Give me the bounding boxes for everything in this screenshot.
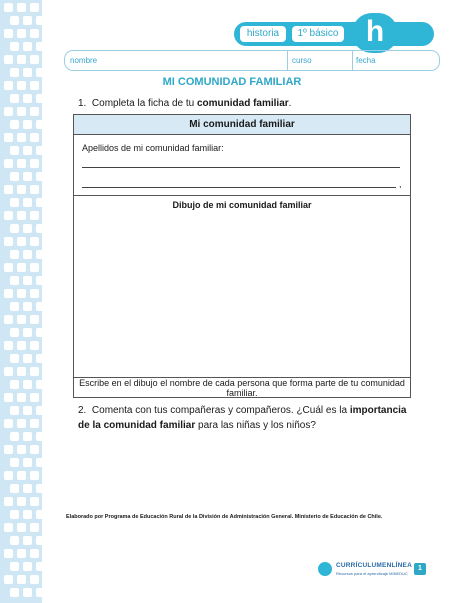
strip-dot [4, 107, 13, 116]
strip-dot [30, 55, 39, 64]
strip-dot [17, 263, 26, 272]
info-divider [352, 50, 353, 71]
strip-dot [17, 445, 26, 454]
strip-dot [10, 146, 19, 155]
strip-dot [36, 380, 42, 389]
strip-dot [23, 42, 32, 51]
strip-dot [30, 263, 39, 272]
strip-dot [36, 510, 42, 519]
question-2-bold: importancia de la comunidad familiar [78, 405, 407, 431]
strip-dot [17, 107, 26, 116]
strip-dot [30, 367, 39, 376]
strip-dot [10, 406, 19, 415]
strip-dot [30, 29, 39, 38]
strip-dot [10, 432, 19, 441]
strip-dot [23, 354, 32, 363]
strip-dot [17, 185, 26, 194]
strip-dot [17, 133, 26, 142]
strip-dot [23, 432, 32, 441]
strip-dot [4, 393, 13, 402]
strip-dot [17, 471, 26, 480]
strip-dot [4, 263, 13, 272]
strip-dot [30, 575, 39, 584]
strip-dot [10, 120, 19, 129]
strip-dot [36, 120, 42, 129]
name-field-label: nombre [70, 56, 98, 65]
strip-dot [4, 341, 13, 350]
strip-dot [23, 94, 32, 103]
strip-dot [23, 224, 32, 233]
card-heading: Mi comunidad familiar [74, 115, 410, 135]
strip-dot [36, 172, 42, 181]
strip-dot [30, 341, 39, 350]
strip-dot [23, 458, 32, 467]
student-info-bar [64, 50, 440, 71]
strip-dot [4, 29, 13, 38]
strip-dot [10, 562, 19, 571]
surname-line-2 [82, 187, 396, 188]
strip-dot [23, 16, 32, 25]
strip-dot [30, 315, 39, 324]
strip-dot [36, 198, 42, 207]
strip-dot [30, 445, 39, 454]
strip-dot [17, 341, 26, 350]
strip-dot [10, 302, 19, 311]
strip-dot [23, 276, 32, 285]
strip-dot [30, 185, 39, 194]
strip-dot [30, 419, 39, 428]
course-field-label: curso [292, 56, 312, 65]
subject-logo-icon: h [352, 13, 398, 53]
brand-tagline: Recursos para el aprendizaje MINEDUC [336, 571, 408, 576]
surnames-label: Apellidos de mi comunidad familiar: [82, 143, 224, 153]
grade-tab: 1º básico [292, 26, 344, 42]
strip-dot [10, 172, 19, 181]
strip-dot [17, 211, 26, 220]
strip-dot [4, 315, 13, 324]
strip-dot [30, 497, 39, 506]
strip-dot [10, 198, 19, 207]
info-divider [287, 50, 288, 71]
footer-credit: Elaborado por Programa de Educación Rural de la División de Administración General. Ministerio de Educación de Chile. [66, 514, 383, 520]
strip-dot [4, 159, 13, 168]
strip-dot [23, 146, 32, 155]
strip-dot [10, 328, 19, 337]
question-1-end: . [288, 98, 292, 109]
strip-dot [23, 172, 32, 181]
strip-dot [10, 510, 19, 519]
strip-dot [36, 354, 42, 363]
strip-dot [30, 133, 39, 142]
strip-dot [4, 523, 13, 532]
strip-dot [30, 3, 39, 12]
strip-dot [4, 211, 13, 220]
strip-dot [17, 549, 26, 558]
strip-dot [23, 250, 32, 259]
strip-dot [36, 146, 42, 155]
strip-dot [10, 16, 19, 25]
strip-dot [10, 42, 19, 51]
strip-dot [17, 393, 26, 402]
strip-dot [17, 29, 26, 38]
strip-dot [36, 302, 42, 311]
strip-dot [17, 497, 26, 506]
strip-dot [36, 42, 42, 51]
subject-tab: historia [240, 26, 286, 42]
card-divider [74, 195, 410, 196]
date-field-label: fecha [356, 56, 376, 65]
strip-dot [30, 523, 39, 532]
strip-dot [36, 458, 42, 467]
page-title: MI COMUNIDAD FAMILIAR [162, 76, 302, 88]
strip-dot [36, 276, 42, 285]
strip-dot [10, 536, 19, 545]
surname-line-1 [82, 167, 400, 168]
drawing-title: Dibujo de mi comunidad familiar [172, 200, 312, 210]
decorative-side-strip [0, 0, 42, 603]
strip-dot [4, 497, 13, 506]
strip-dot [10, 250, 19, 259]
strip-dot [23, 302, 32, 311]
strip-dot [4, 133, 13, 142]
strip-dot [4, 445, 13, 454]
strip-dot [36, 224, 42, 233]
strip-dot [4, 185, 13, 194]
strip-dot [36, 562, 42, 571]
strip-dot [36, 94, 42, 103]
strip-dot [23, 198, 32, 207]
strip-dot [23, 484, 32, 493]
question-2-text: Comenta con tus compañeras y compañeros. ¿Cuál es la [91, 405, 350, 416]
strip-dot [10, 94, 19, 103]
brand-block [318, 561, 412, 579]
strip-dot [17, 367, 26, 376]
question-1-bold: comunidad familiar [196, 98, 289, 109]
question-1 [78, 96, 291, 111]
strip-dot [4, 289, 13, 298]
strip-dot [23, 588, 32, 597]
strip-dot [30, 237, 39, 246]
strip-dot [17, 575, 26, 584]
strip-dot [10, 224, 19, 233]
strip-dot [17, 55, 26, 64]
strip-dot [30, 549, 39, 558]
strip-dot [10, 588, 19, 597]
strip-dot [30, 159, 39, 168]
strip-dot [10, 484, 19, 493]
strip-dot [10, 276, 19, 285]
strip-dot [4, 419, 13, 428]
strip-dot [30, 211, 39, 220]
question-2 [78, 403, 408, 433]
strip-dot [30, 471, 39, 480]
strip-dot [4, 575, 13, 584]
strip-dot [4, 549, 13, 558]
strip-dot [4, 3, 13, 12]
question-1-number: 1. [78, 98, 87, 109]
strip-dot [17, 523, 26, 532]
strip-dot [17, 419, 26, 428]
strip-dot [23, 328, 32, 337]
strip-dot [23, 562, 32, 571]
strip-dot [4, 367, 13, 376]
strip-dot [36, 250, 42, 259]
strip-dot [10, 354, 19, 363]
strip-dot [17, 237, 26, 246]
strip-dot [30, 289, 39, 298]
strip-dot [36, 328, 42, 337]
strip-dot [23, 380, 32, 389]
card-instruction: Escribe en el dibujo el nombre de cada persona que forma parte de tu comunidad familiar. [79, 378, 405, 398]
brand-name: CURRÍCULUMENLÍNEA [336, 562, 412, 569]
strip-dot [17, 289, 26, 298]
strip-dot [36, 406, 42, 415]
strip-dot [17, 159, 26, 168]
strip-dot [36, 484, 42, 493]
strip-dot [4, 471, 13, 480]
strip-dot [30, 107, 39, 116]
strip-dot [36, 588, 42, 597]
strip-dot [17, 315, 26, 324]
strip-dot [36, 16, 42, 25]
strip-dot [17, 3, 26, 12]
strip-dot [23, 406, 32, 415]
strip-dot [23, 536, 32, 545]
strip-dot [10, 458, 19, 467]
strip-dot [4, 55, 13, 64]
strip-dot [4, 237, 13, 246]
surname-comma: , [399, 179, 402, 189]
question-1-text: Completa la ficha de tu [91, 98, 197, 109]
strip-dot [36, 432, 42, 441]
page-number: 1 [414, 563, 426, 575]
strip-dot [36, 536, 42, 545]
question-2-end: para las niñas y los niños? [195, 420, 316, 431]
strip-dot [30, 393, 39, 402]
strip-dot [10, 380, 19, 389]
question-2-number: 2. [78, 405, 87, 416]
strip-dot [23, 510, 32, 519]
family-card [73, 114, 411, 398]
strip-dot [23, 120, 32, 129]
brand-logo-icon [318, 562, 332, 576]
